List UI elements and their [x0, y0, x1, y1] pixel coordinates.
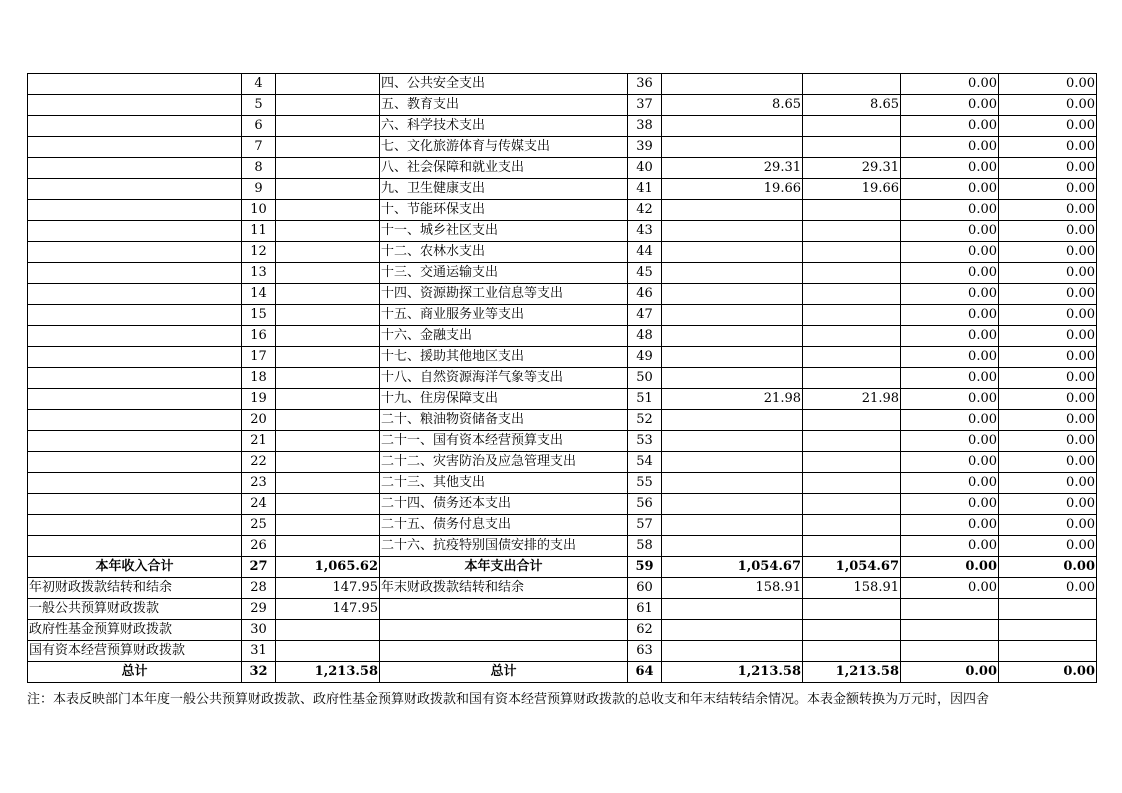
income-item-cell: 总计: [28, 662, 242, 683]
income-item-cell: [28, 347, 242, 368]
expense-line-number-cell: 46: [628, 284, 662, 305]
income-amount-cell: 1,213.58: [276, 662, 380, 683]
state-capital-cell: 0.00: [999, 410, 1097, 431]
expense-line-number-cell: 54: [628, 452, 662, 473]
gov-fund-cell: [901, 599, 999, 620]
expense-item-cell: 十七、援助其他地区支出: [380, 347, 628, 368]
gov-fund-cell: 0.00: [901, 410, 999, 431]
footnote: 注：本表反映部门本年度一般公共预算财政拨款、政府性基金预算财政拨款和国有资本经营预算财政拨款的总收支和年末结转结余情况。本表金额转换为万元时，因四舍: [27, 692, 990, 707]
income-amount-cell: [276, 515, 380, 536]
gov-fund-cell: [901, 641, 999, 662]
table-row: [28, 578, 1097, 599]
gov-fund-cell: 0.00: [901, 200, 999, 221]
income-amount-cell: 1,065.62: [276, 557, 380, 578]
expense-total-cell: [662, 641, 803, 662]
expense-total-cell: 8.65: [662, 95, 803, 116]
gov-fund-cell: 0.00: [901, 326, 999, 347]
income-amount-cell: [276, 536, 380, 557]
expense-total-cell: [662, 368, 803, 389]
income-amount-cell: [276, 137, 380, 158]
expense-item-cell: 二十四、债务还本支出: [380, 494, 628, 515]
table-row: [28, 326, 1097, 347]
gov-fund-cell: 0.00: [901, 221, 999, 242]
expense-total-cell: [662, 599, 803, 620]
income-amount-cell: [276, 431, 380, 452]
general-budget-cell: [803, 368, 901, 389]
expense-total-cell: [662, 515, 803, 536]
state-capital-cell: [999, 599, 1097, 620]
gov-fund-cell: 0.00: [901, 263, 999, 284]
general-budget-cell: 29.31: [803, 158, 901, 179]
state-capital-cell: 0.00: [999, 95, 1097, 116]
income-line-number-cell: 14: [242, 284, 276, 305]
gov-fund-cell: 0.00: [901, 578, 999, 599]
expense-item-cell: 六、科学技术支出: [380, 116, 628, 137]
expense-total-cell: [662, 137, 803, 158]
income-line-number-cell: 22: [242, 452, 276, 473]
state-capital-cell: 0.00: [999, 284, 1097, 305]
gov-fund-cell: 0.00: [901, 305, 999, 326]
income-line-number-cell: 17: [242, 347, 276, 368]
gov-fund-cell: 0.00: [901, 347, 999, 368]
gov-fund-cell: 0.00: [901, 515, 999, 536]
expense-item-cell: 十九、住房保障支出: [380, 389, 628, 410]
income-line-number-cell: 30: [242, 620, 276, 641]
expense-line-number-cell: 37: [628, 95, 662, 116]
table-row: [28, 620, 1097, 641]
income-item-cell: [28, 410, 242, 431]
general-budget-cell: [803, 305, 901, 326]
state-capital-cell: 0.00: [999, 242, 1097, 263]
state-capital-cell: 0.00: [999, 368, 1097, 389]
table-row: [28, 515, 1097, 536]
income-line-number-cell: 8: [242, 158, 276, 179]
income-amount-cell: 147.95: [276, 599, 380, 620]
expense-line-number-cell: 50: [628, 368, 662, 389]
table-row: [28, 410, 1097, 431]
gov-fund-cell: 0.00: [901, 95, 999, 116]
state-capital-cell: 0.00: [999, 116, 1097, 137]
state-capital-cell: 0.00: [999, 305, 1097, 326]
expense-item-cell: 二十六、抗疫特别国债安排的支出: [380, 536, 628, 557]
general-budget-cell: [803, 116, 901, 137]
gov-fund-cell: 0.00: [901, 74, 999, 95]
income-amount-cell: [276, 74, 380, 95]
table-row: [28, 662, 1097, 683]
expense-item-cell: 十二、农林水支出: [380, 242, 628, 263]
income-item-cell: [28, 158, 242, 179]
income-line-number-cell: 24: [242, 494, 276, 515]
expense-item-cell: 二十、粮油物资储备支出: [380, 410, 628, 431]
fiscal-appropriation-table: [27, 73, 1097, 683]
expense-item-cell: 十五、商业服务业等支出: [380, 305, 628, 326]
expense-total-cell: 1,213.58: [662, 662, 803, 683]
expense-line-number-cell: 39: [628, 137, 662, 158]
income-amount-cell: [276, 410, 380, 431]
gov-fund-cell: 0.00: [901, 452, 999, 473]
expense-item-cell: 十八、自然资源海洋气象等支出: [380, 368, 628, 389]
general-budget-cell: [803, 599, 901, 620]
general-budget-cell: [803, 410, 901, 431]
income-amount-cell: 147.95: [276, 578, 380, 599]
income-line-number-cell: 32: [242, 662, 276, 683]
expense-item-cell: 总计: [380, 662, 628, 683]
expense-total-cell: [662, 431, 803, 452]
expense-total-cell: [662, 284, 803, 305]
table-row: [28, 263, 1097, 284]
income-line-number-cell: 27: [242, 557, 276, 578]
gov-fund-cell: 0.00: [901, 557, 999, 578]
income-line-number-cell: 18: [242, 368, 276, 389]
gov-fund-cell: 0.00: [901, 494, 999, 515]
general-budget-cell: [803, 620, 901, 641]
income-item-cell: 一般公共预算财政拨款: [28, 599, 242, 620]
general-budget-cell: [803, 536, 901, 557]
expense-line-number-cell: 61: [628, 599, 662, 620]
state-capital-cell: [999, 620, 1097, 641]
general-budget-cell: [803, 452, 901, 473]
gov-fund-cell: 0.00: [901, 116, 999, 137]
income-line-number-cell: 23: [242, 473, 276, 494]
expense-total-cell: [662, 74, 803, 95]
state-capital-cell: 0.00: [999, 263, 1097, 284]
expense-line-number-cell: 42: [628, 200, 662, 221]
income-amount-cell: [276, 116, 380, 137]
general-budget-cell: 21.98: [803, 389, 901, 410]
expense-item-cell: [380, 641, 628, 662]
state-capital-cell: 0.00: [999, 179, 1097, 200]
state-capital-cell: 0.00: [999, 431, 1097, 452]
expense-line-number-cell: 58: [628, 536, 662, 557]
gov-fund-cell: 0.00: [901, 284, 999, 305]
state-capital-cell: 0.00: [999, 326, 1097, 347]
income-amount-cell: [276, 200, 380, 221]
gov-fund-cell: 0.00: [901, 431, 999, 452]
general-budget-cell: 19.66: [803, 179, 901, 200]
general-budget-cell: [803, 74, 901, 95]
income-item-cell: [28, 389, 242, 410]
income-line-number-cell: 19: [242, 389, 276, 410]
income-item-cell: [28, 137, 242, 158]
expense-line-number-cell: 47: [628, 305, 662, 326]
income-amount-cell: [276, 158, 380, 179]
expense-item-cell: 十三、交通运输支出: [380, 263, 628, 284]
state-capital-cell: 0.00: [999, 536, 1097, 557]
expense-line-number-cell: 44: [628, 242, 662, 263]
state-capital-cell: [999, 641, 1097, 662]
table-row: [28, 284, 1097, 305]
table-row: [28, 242, 1097, 263]
table-row: [28, 599, 1097, 620]
income-amount-cell: [276, 95, 380, 116]
expense-line-number-cell: 59: [628, 557, 662, 578]
general-budget-cell: 1,054.67: [803, 557, 901, 578]
income-line-number-cell: 15: [242, 305, 276, 326]
expense-item-cell: 二十二、灾害防治及应急管理支出: [380, 452, 628, 473]
income-amount-cell: [276, 347, 380, 368]
expense-total-cell: 158.91: [662, 578, 803, 599]
expense-total-cell: [662, 263, 803, 284]
table-row: [28, 557, 1097, 578]
income-item-cell: [28, 284, 242, 305]
state-capital-cell: 0.00: [999, 158, 1097, 179]
expense-total-cell: [662, 326, 803, 347]
expense-item-cell: 本年支出合计: [380, 557, 628, 578]
income-line-number-cell: 26: [242, 536, 276, 557]
income-item-cell: [28, 200, 242, 221]
general-budget-cell: 158.91: [803, 578, 901, 599]
table-row: [28, 221, 1097, 242]
table-row: [28, 305, 1097, 326]
state-capital-cell: 0.00: [999, 200, 1097, 221]
general-budget-cell: [803, 494, 901, 515]
state-capital-cell: 0.00: [999, 494, 1097, 515]
expense-item-cell: 九、卫生健康支出: [380, 179, 628, 200]
income-item-cell: [28, 452, 242, 473]
table-row: [28, 116, 1097, 137]
income-amount-cell: [276, 305, 380, 326]
income-line-number-cell: 5: [242, 95, 276, 116]
income-line-number-cell: 16: [242, 326, 276, 347]
income-line-number-cell: 25: [242, 515, 276, 536]
income-amount-cell: [276, 389, 380, 410]
expense-item-cell: 十六、金融支出: [380, 326, 628, 347]
table-row: [28, 431, 1097, 452]
expense-line-number-cell: 49: [628, 347, 662, 368]
expense-total-cell: [662, 536, 803, 557]
expense-line-number-cell: 40: [628, 158, 662, 179]
income-amount-cell: [276, 221, 380, 242]
income-item-cell: 政府性基金预算财政拨款: [28, 620, 242, 641]
state-capital-cell: 0.00: [999, 347, 1097, 368]
expense-line-number-cell: 60: [628, 578, 662, 599]
state-capital-cell: 0.00: [999, 452, 1097, 473]
expense-total-cell: [662, 473, 803, 494]
expense-line-number-cell: 48: [628, 326, 662, 347]
state-capital-cell: 0.00: [999, 137, 1097, 158]
general-budget-cell: [803, 326, 901, 347]
income-item-cell: [28, 494, 242, 515]
income-amount-cell: [276, 242, 380, 263]
expense-line-number-cell: 45: [628, 263, 662, 284]
income-item-cell: [28, 515, 242, 536]
table-row: [28, 200, 1097, 221]
general-budget-cell: [803, 242, 901, 263]
expense-line-number-cell: 38: [628, 116, 662, 137]
gov-fund-cell: 0.00: [901, 179, 999, 200]
state-capital-cell: 0.00: [999, 578, 1097, 599]
table-row: [28, 137, 1097, 158]
income-amount-cell: [276, 620, 380, 641]
state-capital-cell: 0.00: [999, 389, 1097, 410]
expense-total-cell: [662, 452, 803, 473]
income-line-number-cell: 6: [242, 116, 276, 137]
table-row: [28, 389, 1097, 410]
gov-fund-cell: 0.00: [901, 158, 999, 179]
income-item-cell: 本年收入合计: [28, 557, 242, 578]
expense-total-cell: [662, 620, 803, 641]
income-item-cell: [28, 431, 242, 452]
table-row: [28, 473, 1097, 494]
general-budget-cell: [803, 137, 901, 158]
state-capital-cell: 0.00: [999, 221, 1097, 242]
income-amount-cell: [276, 452, 380, 473]
expense-line-number-cell: 53: [628, 431, 662, 452]
expense-item-cell: 七、文化旅游体育与传媒支出: [380, 137, 628, 158]
income-line-number-cell: 9: [242, 179, 276, 200]
expense-item-cell: 二十一、国有资本经营预算支出: [380, 431, 628, 452]
state-capital-cell: 0.00: [999, 473, 1097, 494]
expense-item-cell: 五、教育支出: [380, 95, 628, 116]
income-item-cell: [28, 473, 242, 494]
income-line-number-cell: 28: [242, 578, 276, 599]
expense-line-number-cell: 64: [628, 662, 662, 683]
income-item-cell: [28, 116, 242, 137]
income-item-cell: [28, 221, 242, 242]
income-item-cell: [28, 263, 242, 284]
expense-line-number-cell: 52: [628, 410, 662, 431]
gov-fund-cell: 0.00: [901, 242, 999, 263]
expense-item-cell: 年末财政拨款结转和结余: [380, 578, 628, 599]
income-amount-cell: [276, 263, 380, 284]
table-row: [28, 452, 1097, 473]
expense-line-number-cell: 41: [628, 179, 662, 200]
expense-total-cell: 29.31: [662, 158, 803, 179]
gov-fund-cell: 0.00: [901, 368, 999, 389]
general-budget-cell: [803, 221, 901, 242]
expense-item-cell: 八、社会保障和就业支出: [380, 158, 628, 179]
income-line-number-cell: 12: [242, 242, 276, 263]
general-budget-cell: [803, 431, 901, 452]
income-line-number-cell: 4: [242, 74, 276, 95]
expense-line-number-cell: 56: [628, 494, 662, 515]
income-line-number-cell: 7: [242, 137, 276, 158]
gov-fund-cell: [901, 620, 999, 641]
expense-total-cell: [662, 410, 803, 431]
income-amount-cell: [276, 641, 380, 662]
expense-total-cell: [662, 347, 803, 368]
expense-total-cell: [662, 242, 803, 263]
income-line-number-cell: 11: [242, 221, 276, 242]
expense-line-number-cell: 36: [628, 74, 662, 95]
income-item-cell: [28, 95, 242, 116]
expense-total-cell: [662, 305, 803, 326]
state-capital-cell: 0.00: [999, 557, 1097, 578]
general-budget-cell: [803, 473, 901, 494]
general-budget-cell: [803, 515, 901, 536]
expense-total-cell: [662, 494, 803, 515]
expense-total-cell: [662, 221, 803, 242]
income-amount-cell: [276, 179, 380, 200]
income-item-cell: [28, 368, 242, 389]
general-budget-cell: [803, 284, 901, 305]
income-item-cell: [28, 326, 242, 347]
income-item-cell: 国有资本经营预算财政拨款: [28, 641, 242, 662]
income-amount-cell: [276, 284, 380, 305]
expense-line-number-cell: 43: [628, 221, 662, 242]
gov-fund-cell: 0.00: [901, 662, 999, 683]
table-row: [28, 179, 1097, 200]
income-line-number-cell: 21: [242, 431, 276, 452]
expense-line-number-cell: 51: [628, 389, 662, 410]
expense-item-cell: 十一、城乡社区支出: [380, 221, 628, 242]
expense-line-number-cell: 57: [628, 515, 662, 536]
gov-fund-cell: 0.00: [901, 137, 999, 158]
table-row: [28, 158, 1097, 179]
income-item-cell: [28, 536, 242, 557]
expense-item-cell: 二十五、债务付息支出: [380, 515, 628, 536]
income-line-number-cell: 29: [242, 599, 276, 620]
state-capital-cell: 0.00: [999, 74, 1097, 95]
table-row: [28, 95, 1097, 116]
income-line-number-cell: 10: [242, 200, 276, 221]
gov-fund-cell: 0.00: [901, 536, 999, 557]
expense-total-cell: 21.98: [662, 389, 803, 410]
general-budget-cell: [803, 263, 901, 284]
general-budget-cell: 8.65: [803, 95, 901, 116]
table-row: [28, 494, 1097, 515]
income-line-number-cell: 20: [242, 410, 276, 431]
expense-total-cell: 19.66: [662, 179, 803, 200]
expense-item-cell: [380, 620, 628, 641]
income-line-number-cell: 13: [242, 263, 276, 284]
expense-total-cell: [662, 116, 803, 137]
income-item-cell: [28, 242, 242, 263]
expense-total-cell: 1,054.67: [662, 557, 803, 578]
expense-total-cell: [662, 200, 803, 221]
gov-fund-cell: 0.00: [901, 473, 999, 494]
income-line-number-cell: 31: [242, 641, 276, 662]
expense-item-cell: [380, 599, 628, 620]
expense-item-cell: 二十三、其他支出: [380, 473, 628, 494]
income-item-cell: [28, 179, 242, 200]
income-amount-cell: [276, 368, 380, 389]
expense-line-number-cell: 63: [628, 641, 662, 662]
income-amount-cell: [276, 326, 380, 347]
general-budget-cell: 1,213.58: [803, 662, 901, 683]
table-row: [28, 347, 1097, 368]
gov-fund-cell: 0.00: [901, 389, 999, 410]
table-row: [28, 641, 1097, 662]
table-row: [28, 74, 1097, 95]
expense-line-number-cell: 62: [628, 620, 662, 641]
expense-item-cell: 十、节能环保支出: [380, 200, 628, 221]
table-row: [28, 536, 1097, 557]
expense-item-cell: 十四、资源勘探工业信息等支出: [380, 284, 628, 305]
income-amount-cell: [276, 473, 380, 494]
general-budget-cell: [803, 200, 901, 221]
income-item-cell: 年初财政拨款结转和结余: [28, 578, 242, 599]
general-budget-cell: [803, 641, 901, 662]
income-item-cell: [28, 305, 242, 326]
expense-line-number-cell: 55: [628, 473, 662, 494]
table-row: [28, 368, 1097, 389]
general-budget-cell: [803, 347, 901, 368]
state-capital-cell: 0.00: [999, 515, 1097, 536]
income-amount-cell: [276, 494, 380, 515]
state-capital-cell: 0.00: [999, 662, 1097, 683]
income-item-cell: [28, 74, 242, 95]
expense-item-cell: 四、公共安全支出: [380, 74, 628, 95]
